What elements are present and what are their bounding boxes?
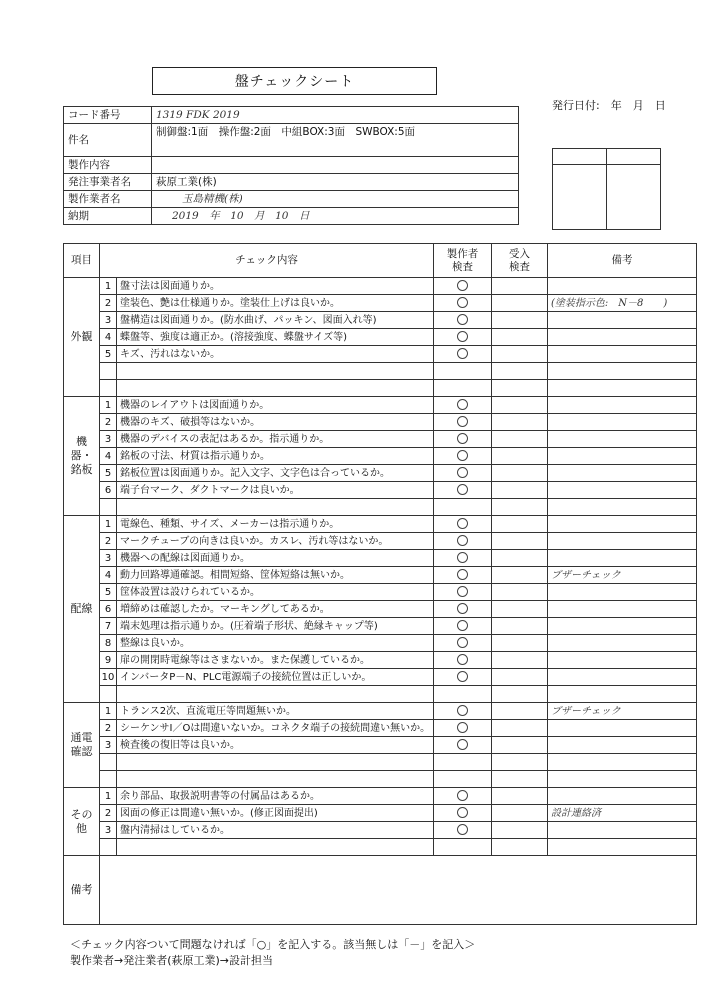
row-number: 5 — [100, 465, 117, 482]
maker-check-cell[interactable] — [434, 533, 492, 550]
notes-row — [64, 856, 697, 925]
check-row — [64, 703, 697, 720]
blank-cell[interactable] — [434, 771, 492, 788]
check-item-text: 増締めは確認したか。マーキングしてあるか。 — [117, 601, 434, 618]
maker-check-cell[interactable] — [434, 329, 492, 346]
blank-row — [64, 771, 697, 788]
col-header-item: 項目 — [64, 244, 100, 278]
blank-cell[interactable] — [100, 363, 117, 380]
maker-check-cell[interactable] — [434, 652, 492, 669]
blank-cell[interactable] — [492, 363, 548, 380]
check-item-text: トランス2次、直流電圧等問題無いか。 — [117, 703, 434, 720]
check-circle-icon — [457, 807, 468, 818]
row-number: 6 — [100, 482, 117, 499]
check-item-text: 機器のレイアウトは図面通りか。 — [117, 397, 434, 414]
row-number: 2 — [100, 720, 117, 737]
remark-cell[interactable] — [548, 788, 697, 805]
check-circle-icon — [457, 790, 468, 801]
check-row — [64, 295, 697, 312]
maker-check-cell[interactable] — [434, 448, 492, 465]
blank-cell[interactable] — [100, 380, 117, 397]
check-circle-icon — [457, 824, 468, 835]
check-circle-icon — [457, 705, 468, 716]
blank-cell[interactable] — [117, 754, 434, 771]
blank-cell[interactable] — [434, 839, 492, 856]
check-row — [64, 346, 697, 363]
remark-cell[interactable] — [548, 346, 697, 363]
check-row — [64, 431, 697, 448]
blank-cell[interactable] — [434, 686, 492, 703]
row-number: 3 — [100, 737, 117, 754]
maker-check-cell[interactable] — [434, 720, 492, 737]
remark-cell[interactable] — [548, 669, 697, 686]
blank-cell[interactable] — [548, 839, 697, 856]
row-number: 8 — [100, 635, 117, 652]
check-row — [64, 584, 697, 601]
check-row — [64, 618, 697, 635]
maker-value[interactable]: 玉島精機(株) — [152, 191, 519, 208]
row-number: 1 — [100, 278, 117, 295]
check-item-text: 盤構造は図面通りか。(防水曲げ、パッキン、図面入れ等) — [117, 312, 434, 329]
check-circle-icon — [457, 671, 468, 682]
maker-check-cell[interactable] — [434, 482, 492, 499]
blank-cell[interactable] — [117, 771, 434, 788]
blank-cell[interactable] — [434, 754, 492, 771]
remark-cell[interactable] — [548, 414, 697, 431]
receive-check-cell[interactable] — [492, 482, 548, 499]
receive-check-cell[interactable] — [492, 737, 548, 754]
row-number: 4 — [100, 448, 117, 465]
blank-row — [64, 686, 697, 703]
remark-cell[interactable] — [548, 516, 697, 533]
col-header-receive-check: 受入 検査 — [492, 244, 548, 278]
contents-value[interactable] — [152, 157, 519, 174]
remark-cell[interactable] — [548, 482, 697, 499]
remark-cell[interactable] — [548, 550, 697, 567]
check-row — [64, 312, 697, 329]
check-item-text: 電線色、種類、サイズ、メーカーは指示通りか。 — [117, 516, 434, 533]
row-number: 3 — [100, 431, 117, 448]
check-item-text: 扉の開閉時電線等はさまないか。また保護しているか。 — [117, 652, 434, 669]
check-row — [64, 550, 697, 567]
info-table — [63, 106, 519, 225]
check-item-text: シーケンサI／Oは間違いないか。コネクタ端子の接続間違い無いか。 — [117, 720, 434, 737]
blank-cell[interactable] — [492, 686, 548, 703]
blank-cell[interactable] — [100, 839, 117, 856]
check-row — [64, 567, 697, 584]
section-category: 機器・銘板 — [64, 397, 100, 516]
blank-cell[interactable] — [548, 363, 697, 380]
check-row — [64, 601, 697, 618]
blank-cell[interactable] — [492, 754, 548, 771]
maker-check-cell[interactable] — [434, 703, 492, 720]
receive-check-cell[interactable] — [492, 584, 548, 601]
maker-check-cell[interactable] — [434, 397, 492, 414]
check-row — [64, 397, 697, 414]
maker-check-cell[interactable] — [434, 278, 492, 295]
maker-check-cell[interactable] — [434, 431, 492, 448]
blank-row — [64, 363, 697, 380]
row-number: 7 — [100, 618, 117, 635]
check-item-text: 銘板位置は図面通りか。記入文字、文字色は合っているか。 — [117, 465, 434, 482]
remark-cell[interactable] — [548, 329, 697, 346]
receive-check-cell[interactable] — [492, 329, 548, 346]
issue-date: 発行日付: 年 月 日 — [552, 99, 666, 112]
code-label: コード番号 — [64, 107, 152, 124]
remark-cell[interactable]: 設計連絡済 — [548, 805, 697, 822]
row-number: 5 — [100, 346, 117, 363]
maker-check-cell[interactable] — [434, 465, 492, 482]
check-item-text: 動力回路導通確認。相間短絡、筐体短絡は無いか。 — [117, 567, 434, 584]
check-item-text: 余り部品、取扱説明書等の付属品はあるか。 — [117, 788, 434, 805]
check-row — [64, 414, 697, 431]
check-row — [64, 635, 697, 652]
remark-cell[interactable] — [548, 584, 697, 601]
blank-row — [64, 754, 697, 771]
remark-cell[interactable] — [548, 601, 697, 618]
row-number: 9 — [100, 652, 117, 669]
row-number: 2 — [100, 295, 117, 312]
col-header-remarks: 備考 — [548, 244, 697, 278]
check-circle-icon — [457, 722, 468, 733]
check-item-text: 塗装色、艶は仕様通りか。塗装仕上げは良いか。 — [117, 295, 434, 312]
remark-cell[interactable] — [548, 278, 697, 295]
maker-check-cell[interactable] — [434, 567, 492, 584]
check-circle-icon — [457, 416, 468, 427]
check-circle-icon — [457, 739, 468, 750]
remark-cell[interactable] — [548, 397, 697, 414]
footer-instruction: ＜チェック内容ついて問題なければ「○」を記入する。該当無しは「－」を記入＞ — [70, 938, 476, 951]
col-header-content: チェック内容 — [100, 244, 434, 278]
receive-check-cell[interactable] — [492, 516, 548, 533]
stamp-header-cell — [553, 149, 607, 165]
check-circle-icon — [457, 620, 468, 631]
check-item-text: 銘板の寸法、材質は指示通りか。 — [117, 448, 434, 465]
check-row — [64, 737, 697, 754]
receive-check-cell[interactable] — [492, 635, 548, 652]
receive-check-cell[interactable] — [492, 805, 548, 822]
check-item-text: インバータP－N、PLC電源端子の接続位置は正しいか。 — [117, 669, 434, 686]
row-number: 3 — [100, 822, 117, 839]
blank-cell[interactable] — [548, 754, 697, 771]
receive-check-cell[interactable] — [492, 312, 548, 329]
receive-check-cell[interactable] — [492, 652, 548, 669]
row-number: 3 — [100, 312, 117, 329]
check-circle-icon — [457, 331, 468, 342]
check-item-text: 機器への配線は図面通りか。 — [117, 550, 434, 567]
blank-cell[interactable] — [492, 771, 548, 788]
maker-check-cell[interactable] — [434, 822, 492, 839]
remark-cell[interactable] — [548, 448, 697, 465]
maker-check-cell[interactable] — [434, 788, 492, 805]
approval-stamp-box — [552, 148, 661, 230]
row-number: 2 — [100, 533, 117, 550]
check-circle-icon — [457, 654, 468, 665]
row-number: 4 — [100, 567, 117, 584]
client-label: 発注事業者名 — [64, 174, 152, 191]
receive-check-cell[interactable] — [492, 788, 548, 805]
blank-cell[interactable] — [100, 499, 117, 516]
maker-check-cell[interactable] — [434, 346, 492, 363]
check-item-text: 検査後の復旧等は良いか。 — [117, 737, 434, 754]
receive-check-cell[interactable] — [492, 346, 548, 363]
remark-cell[interactable] — [548, 465, 697, 482]
check-row — [64, 788, 697, 805]
blank-row — [64, 839, 697, 856]
remark-cell[interactable] — [548, 652, 697, 669]
check-row — [64, 720, 697, 737]
check-circle-icon — [457, 586, 468, 597]
check-circle-icon — [457, 399, 468, 410]
receive-check-cell[interactable] — [492, 669, 548, 686]
blank-row — [64, 499, 697, 516]
maker-check-cell[interactable] — [434, 601, 492, 618]
check-row — [64, 822, 697, 839]
maker-check-cell[interactable] — [434, 584, 492, 601]
check-circle-icon — [457, 348, 468, 359]
due-value[interactable]: 2019 年 10 月 10 日 — [152, 208, 519, 225]
page-title: 盤チェックシート — [152, 67, 437, 95]
check-circle-icon — [457, 467, 468, 478]
row-number: 1 — [100, 788, 117, 805]
check-circle-icon — [457, 280, 468, 291]
check-circle-icon — [457, 297, 468, 308]
code-value[interactable]: 1319 FDK 2019 — [152, 107, 519, 124]
receive-check-cell[interactable] — [492, 533, 548, 550]
remark-cell[interactable] — [548, 533, 697, 550]
row-number: 6 — [100, 601, 117, 618]
blank-cell[interactable] — [100, 771, 117, 788]
row-number: 2 — [100, 805, 117, 822]
remark-cell[interactable] — [548, 431, 697, 448]
stamp-cell[interactable] — [553, 165, 607, 230]
blank-cell[interactable] — [548, 380, 697, 397]
maker-label: 製作業者名 — [64, 191, 152, 208]
remark-cell[interactable]: (塗装指示色: N－8 ) — [548, 295, 697, 312]
blank-cell[interactable] — [548, 771, 697, 788]
section-category: 通電確認 — [64, 703, 100, 788]
row-number: 1 — [100, 703, 117, 720]
section-category: その他 — [64, 788, 100, 856]
maker-check-cell[interactable] — [434, 618, 492, 635]
receive-check-cell[interactable] — [492, 703, 548, 720]
client-value[interactable]: 萩原工業(株) — [152, 174, 519, 191]
receive-check-cell[interactable] — [492, 550, 548, 567]
remark-cell[interactable] — [548, 635, 697, 652]
row-number: 10 — [100, 669, 117, 686]
receive-check-cell[interactable] — [492, 567, 548, 584]
footer-flow: 製作業者→発注業者(萩原工業)→設計担当 — [70, 954, 274, 967]
check-circle-icon — [457, 569, 468, 580]
blank-cell[interactable] — [100, 686, 117, 703]
col-header-maker-check: 製作者 検査 — [434, 244, 492, 278]
blank-cell[interactable] — [434, 363, 492, 380]
check-item-text: 盤内清掃はしているか。 — [117, 822, 434, 839]
maker-check-cell[interactable] — [434, 737, 492, 754]
blank-cell[interactable] — [548, 499, 697, 516]
check-circle-icon — [457, 484, 468, 495]
check-circle-icon — [457, 433, 468, 444]
blank-cell[interactable] — [492, 499, 548, 516]
check-table — [63, 243, 697, 925]
check-row — [64, 805, 697, 822]
receive-check-cell[interactable] — [492, 397, 548, 414]
remark-cell[interactable]: ブザーチェック — [548, 703, 697, 720]
contents-label: 製作内容 — [64, 157, 152, 174]
check-item-text: 機器のデバイスの表記はあるか。指示通りか。 — [117, 431, 434, 448]
check-item-text: 整線は良いか。 — [117, 635, 434, 652]
blank-cell[interactable] — [100, 754, 117, 771]
check-circle-icon — [457, 450, 468, 461]
check-row — [64, 448, 697, 465]
row-number: 1 — [100, 397, 117, 414]
receive-check-cell[interactable] — [492, 431, 548, 448]
blank-cell[interactable] — [434, 499, 492, 516]
row-number: 2 — [100, 414, 117, 431]
check-row — [64, 278, 697, 295]
receive-check-cell[interactable] — [492, 618, 548, 635]
row-number: 3 — [100, 550, 117, 567]
check-item-text: マークチューブの向きは良いか。カスレ、汚れ等はないか。 — [117, 533, 434, 550]
check-item-text: 機器のキズ、破損等はないか。 — [117, 414, 434, 431]
check-row — [64, 669, 697, 686]
blank-cell[interactable] — [117, 380, 434, 397]
check-item-text: キズ、汚れはないか。 — [117, 346, 434, 363]
check-circle-icon — [457, 518, 468, 529]
check-circle-icon — [457, 535, 468, 546]
check-item-text: 蝶盤等、強度は適正か。(溶接強度、蝶盤サイズ等) — [117, 329, 434, 346]
row-number: 1 — [100, 516, 117, 533]
receive-check-cell[interactable] — [492, 448, 548, 465]
blank-cell[interactable] — [117, 686, 434, 703]
check-item-text: 端末処理は指示通りか。(圧着端子形状、絶縁キャップ等) — [117, 618, 434, 635]
check-row — [64, 516, 697, 533]
section-category: 外観 — [64, 278, 100, 397]
blank-cell[interactable] — [492, 380, 548, 397]
remark-cell[interactable] — [548, 618, 697, 635]
check-row — [64, 329, 697, 346]
maker-check-cell[interactable] — [434, 516, 492, 533]
receive-check-cell[interactable] — [492, 720, 548, 737]
check-circle-icon — [457, 603, 468, 614]
row-number: 4 — [100, 329, 117, 346]
blank-cell[interactable] — [117, 839, 434, 856]
receive-check-cell[interactable] — [492, 601, 548, 618]
maker-check-cell[interactable] — [434, 805, 492, 822]
check-row — [64, 465, 697, 482]
check-row — [64, 533, 697, 550]
maker-check-cell[interactable] — [434, 295, 492, 312]
check-circle-icon — [457, 314, 468, 325]
remark-cell[interactable] — [548, 822, 697, 839]
section-category: 配線 — [64, 516, 100, 703]
receive-check-cell[interactable] — [492, 278, 548, 295]
check-item-text: 図面の修正は間違い無いか。(修正図面提出) — [117, 805, 434, 822]
remark-cell[interactable] — [548, 720, 697, 737]
maker-check-cell[interactable] — [434, 312, 492, 329]
due-label: 納期 — [64, 208, 152, 225]
check-row — [64, 652, 697, 669]
remark-cell[interactable] — [548, 737, 697, 754]
receive-check-cell[interactable] — [492, 465, 548, 482]
blank-cell[interactable] — [117, 499, 434, 516]
receive-check-cell[interactable] — [492, 414, 548, 431]
remark-cell[interactable]: ブザーチェック — [548, 567, 697, 584]
remark-cell[interactable] — [548, 312, 697, 329]
check-item-text: 筐体設置は設けられているか。 — [117, 584, 434, 601]
notes-area[interactable] — [100, 856, 697, 925]
subject-label: 件名 — [64, 124, 152, 157]
check-row — [64, 482, 697, 499]
blank-row — [64, 380, 697, 397]
stamp-cell[interactable] — [607, 165, 661, 230]
check-circle-icon — [457, 552, 468, 563]
stamp-header-cell — [607, 149, 661, 165]
check-circle-icon — [457, 637, 468, 648]
blank-cell[interactable] — [492, 839, 548, 856]
check-item-text: 盤寸法は図面通りか。 — [117, 278, 434, 295]
subject-value[interactable]: 制御盤:1面 操作盤:2面 中組BOX:3面 SWBOX:5面 — [152, 124, 519, 157]
maker-check-cell[interactable] — [434, 550, 492, 567]
maker-check-cell[interactable] — [434, 635, 492, 652]
maker-check-cell[interactable] — [434, 414, 492, 431]
blank-cell[interactable] — [434, 380, 492, 397]
blank-cell[interactable] — [117, 363, 434, 380]
check-item-text: 端子台マーク、ダクトマークは良いか。 — [117, 482, 434, 499]
maker-check-cell[interactable] — [434, 669, 492, 686]
receive-check-cell[interactable] — [492, 822, 548, 839]
row-number: 5 — [100, 584, 117, 601]
notes-label: 備考 — [64, 856, 100, 925]
receive-check-cell[interactable] — [492, 295, 548, 312]
blank-cell[interactable] — [548, 686, 697, 703]
